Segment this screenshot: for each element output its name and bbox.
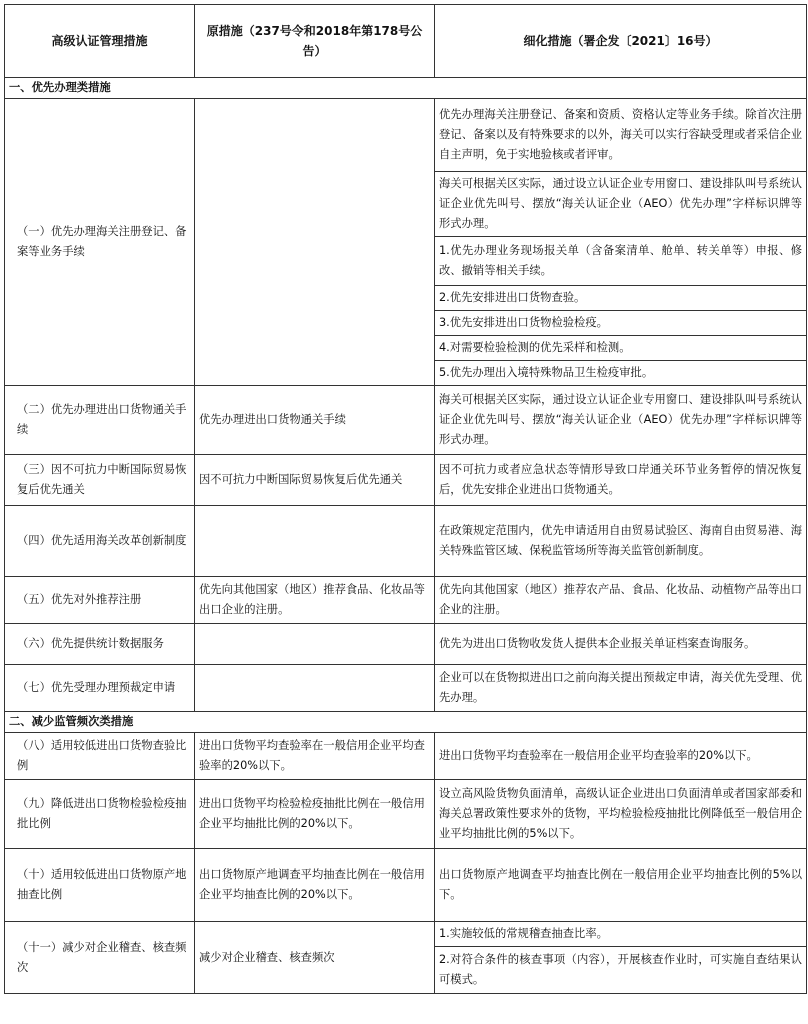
measure-cell: （七）优先受理办理预裁定申请 [5,665,195,712]
original-cell [195,624,435,665]
header-measure: 高级认证管理措施 [5,5,195,78]
measure-cell: （九）降低进出口货物检验检疫抽批比例 [5,780,195,849]
detail-cell: 优先向其他国家（地区）推荐农产品、食品、化妆品、动植物产品等出口企业的注册。 [435,577,807,624]
original-cell [195,506,435,577]
measure-cell: （一）优先办理海关注册登记、备案等业务手续 [5,99,195,386]
original-cell: 进出口货物平均检验检疫抽批比例在一般信用企业平均抽批比例的20%以下。 [195,780,435,849]
section-title: 一、优先办理类措施 [5,78,807,99]
detail-cell: 5.优先办理出入境特殊物品卫生检疫审批。 [435,361,807,386]
table-row [5,506,807,577]
header-refined: 细化措施（署企发〔2021〕16号） [435,5,807,78]
original-cell: 进出口货物平均查验率在一般信用企业平均查验率的20%以下。 [195,733,435,780]
detail-cell: 企业可以在货物拟进出口之前向海关提出预裁定申请，海关优先受理、优先办理。 [435,665,807,712]
measure-cell: （十一）减少对企业稽查、核查频次 [5,922,195,994]
detail-cell: 2.对符合条件的核查事项（内容），开展核查作业时，可实施自查结果认可模式。 [435,947,807,994]
detail-cell: 4.对需要检验检测的优先采样和检测。 [435,336,807,361]
detail-cell: 优先为进出口货物收发货人提供本企业报关单证档案查询服务。 [435,624,807,665]
original-cell: 优先向其他国家（地区）推荐食品、化妆品等出口企业的注册。 [195,577,435,624]
header-original: 原措施（237号令和2018年第178号公告） [195,5,435,78]
detail-cell: 3.优先安排进出口货物检验检疫。 [435,311,807,336]
original-cell: 减少对企业稽查、核查频次 [195,922,435,994]
original-cell [195,665,435,712]
detail-cell: 出口货物原产地调查平均抽查比例在一般信用企业平均抽查比例的5%以下。 [435,849,807,922]
measures-table [4,4,807,994]
detail-cell: 海关可根据关区实际，通过设立认证企业专用窗口、建设排队叫号系统认证企业优先叫号、摆放“海关认证企业（AEO）优先办理”字样标识牌等形式办理。 [435,386,807,455]
measure-cell: （三）因不可抗力中断国际贸易恢复后优先通关 [5,455,195,506]
original-cell [195,99,435,386]
measure-cell: （五）优先对外推荐注册 [5,577,195,624]
table-row [5,733,807,780]
detail-cell: 优先办理海关注册登记、备案和资质、资格认定等业务手续。除首次注册登记、备案以及有特殊要求的以外，海关可以实行容缺受理或者采信企业自主声明，免于实地验核或者评审。 [435,99,807,172]
original-cell: 出口货物原产地调查平均抽查比例在一般信用企业平均抽查比例的20%以下。 [195,849,435,922]
table-row [5,577,807,624]
detail-cell: 在政策规定范围内，优先申请适用自由贸易试验区、海南自由贸易港、海关特殊监管区域、保税监管场所等海关监管创新制度。 [435,506,807,577]
original-cell: 优先办理进出口货物通关手续 [195,386,435,455]
detail-cell: 因不可抗力或者应急状态等情形导致口岸通关环节业务暂停的情况恢复后，优先安排企业进出口货物通关。 [435,455,807,506]
table-row [5,922,807,947]
section-row [5,78,807,99]
table-header-row [5,5,807,78]
table-row [5,624,807,665]
original-cell: 因不可抗力中断国际贸易恢复后优先通关 [195,455,435,506]
detail-cell: 海关可根据关区实际，通过设立认证企业专用窗口、建设排队叫号系统认证企业优先叫号、摆放“海关认证企业（AEO）优先办理”字样标识牌等形式办理。 [435,172,807,237]
table-row [5,849,807,922]
measure-cell: （十）适用较低进出口货物原产地抽查比例 [5,849,195,922]
table-row [5,665,807,712]
detail-cell: 进出口货物平均查验率在一般信用企业平均查验率的20%以下。 [435,733,807,780]
table-row [5,99,807,172]
table-row [5,455,807,506]
measure-cell: （六）优先提供统计数据服务 [5,624,195,665]
detail-cell: 1.实施较低的常规稽查抽查比率。 [435,922,807,947]
measure-cell: （四）优先适用海关改革创新制度 [5,506,195,577]
detail-cell: 1.优先办理业务现场报关单（含备案清单、舱单、转关单等）申报、修改、撤销等相关手续。 [435,237,807,286]
detail-cell: 2.优先安排进出口货物查验。 [435,286,807,311]
table-row [5,386,807,455]
section-row [5,712,807,733]
measure-cell: （八）适用较低进出口货物查验比例 [5,733,195,780]
measure-cell: （二）优先办理进出口货物通关手续 [5,386,195,455]
table-row [5,780,807,849]
detail-cell: 设立高风险货物负面清单，高级认证企业进出口负面清单或者国家部委和海关总署政策性要求外的货物，平均检验检疫抽批比例降低至一般信用企业平均抽批比例的5%以下。 [435,780,807,849]
section-title: 二、减少监管频次类措施 [5,712,807,733]
